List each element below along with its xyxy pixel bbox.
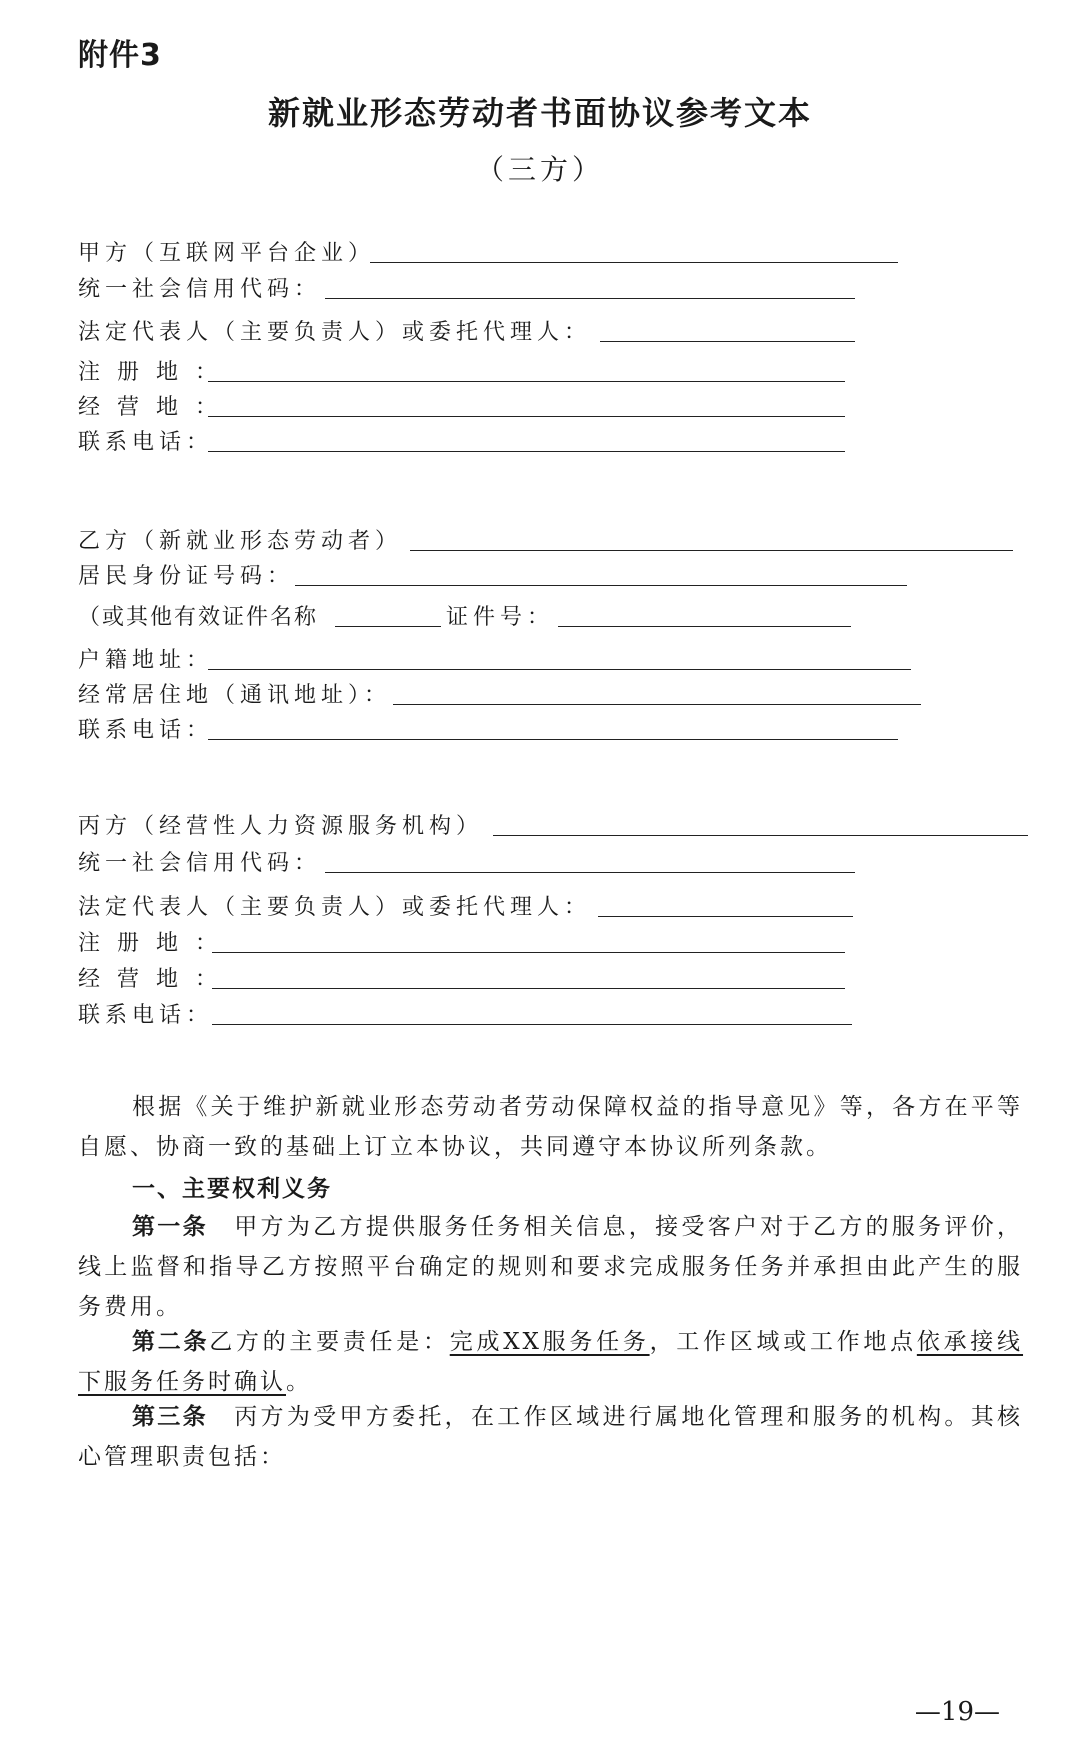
article-1 bbox=[78, 1207, 1023, 1327]
party-a-legal-rep-blank[interactable] bbox=[600, 341, 855, 342]
article-2-text-3: 。 bbox=[286, 1369, 312, 1395]
party-c-credit-code-label: 统一社会信用代码： bbox=[78, 851, 322, 876]
section-heading: 一、主要权利义务 bbox=[132, 1176, 332, 1202]
party-a-credit-code-blank[interactable] bbox=[325, 298, 855, 299]
party-a-biz-address-label: 经 营 地 ： bbox=[78, 395, 222, 420]
party-b-residence-label: 经常居住地（通讯地址）： bbox=[78, 683, 392, 708]
party-c-biz-address-blank[interactable] bbox=[212, 988, 845, 989]
party-b-residence-blank[interactable] bbox=[393, 704, 921, 705]
party-b-id-number-label: 居民身份证号码： bbox=[78, 564, 295, 589]
party-c-reg-address-label: 注 册 地 ： bbox=[78, 931, 222, 956]
party-b-id-number-blank[interactable] bbox=[295, 585, 907, 586]
party-b-name-blank[interactable] bbox=[410, 550, 1013, 551]
party-a-credit-code-label: 统一社会信用代码： bbox=[78, 277, 322, 302]
document-subtitle: （三方） bbox=[475, 153, 604, 186]
party-c-legal-rep-blank[interactable] bbox=[598, 916, 853, 917]
party-b-phone-blank[interactable] bbox=[208, 739, 898, 740]
article-1-text: 甲方为乙方提供服务任务相关信息，接受客户对于乙方的服务评价，线上监督和指导乙方按照平台确定的规则和要求完成服务任务并承担由此产生的服务费用。 bbox=[78, 1214, 1024, 1320]
party-a-biz-address-blank[interactable] bbox=[208, 416, 845, 417]
article-2-location-fill: 依承接线下服务任务时确认 bbox=[78, 1329, 1024, 1395]
party-c-biz-address-label: 经 营 地 ： bbox=[78, 967, 222, 992]
party-b-household-label: 户籍地址： bbox=[78, 648, 214, 673]
party-c-credit-code-blank[interactable] bbox=[325, 872, 855, 873]
party-b-household-blank[interactable] bbox=[208, 669, 911, 670]
party-a-name-blank[interactable] bbox=[370, 262, 898, 263]
article-2-label: 第二条 bbox=[132, 1329, 210, 1355]
party-c-phone-label: 联系电话： bbox=[78, 1003, 214, 1028]
article-2-text-2: ，工作区域或工作地点 bbox=[649, 1329, 917, 1355]
attachment-label: 附件3 bbox=[78, 38, 162, 73]
party-b-cert-no-label: 证件号： bbox=[446, 605, 555, 630]
party-c-reg-address-blank[interactable] bbox=[212, 952, 845, 953]
page-number: —19— bbox=[914, 1697, 1000, 1727]
article-3-text: 丙方为受甲方委托，在工作区域进行属地化管理和服务的机构。其核心管理职责包括： bbox=[78, 1404, 1024, 1470]
party-c-phone-blank[interactable] bbox=[212, 1024, 852, 1025]
document-title: 新就业形态劳动者书面协议参考文本 bbox=[267, 94, 812, 132]
party-b-other-cert-blank[interactable] bbox=[335, 626, 441, 627]
party-b-label: 乙方（新就业形态劳动者） bbox=[78, 529, 403, 554]
party-a-legal-rep-label: 法定代表人（主要负责人）或委托代理人： bbox=[78, 320, 592, 345]
party-b-cert-no-blank[interactable] bbox=[558, 626, 851, 627]
article-3-label: 第三条 bbox=[132, 1404, 208, 1430]
party-a-phone-blank[interactable] bbox=[208, 451, 845, 452]
party-a-phone-label: 联系电话： bbox=[78, 430, 214, 455]
party-c-legal-rep-label: 法定代表人（主要负责人）或委托代理人： bbox=[78, 895, 592, 920]
article-2 bbox=[78, 1322, 1023, 1402]
article-2-task-fill: 完成XX服务任务 bbox=[449, 1329, 650, 1355]
party-a-label: 甲方（互联网平台企业） bbox=[78, 241, 376, 266]
party-a-reg-address-blank[interactable] bbox=[208, 381, 845, 382]
party-b-other-cert-label: （或其他有效证件名称 bbox=[78, 605, 319, 630]
article-1-label: 第一条 bbox=[132, 1214, 208, 1240]
party-b-phone-label: 联系电话： bbox=[78, 718, 214, 743]
party-c-name-blank[interactable] bbox=[493, 835, 1028, 836]
article-2-text-1: 乙方的主要责任是： bbox=[209, 1329, 450, 1355]
intro-paragraph: 根据《关于维护新就业形态劳动者劳动保障权益的指导意见》等，各方在平等自愿、协商一致的基础上订立本协议，共同遵守本协议所列条款。 bbox=[78, 1094, 1023, 1160]
party-a-reg-address-label: 注 册 地 ： bbox=[78, 360, 222, 385]
article-3 bbox=[78, 1397, 1023, 1477]
party-c-label: 丙方（经营性人力资源服务机构） bbox=[78, 814, 484, 839]
